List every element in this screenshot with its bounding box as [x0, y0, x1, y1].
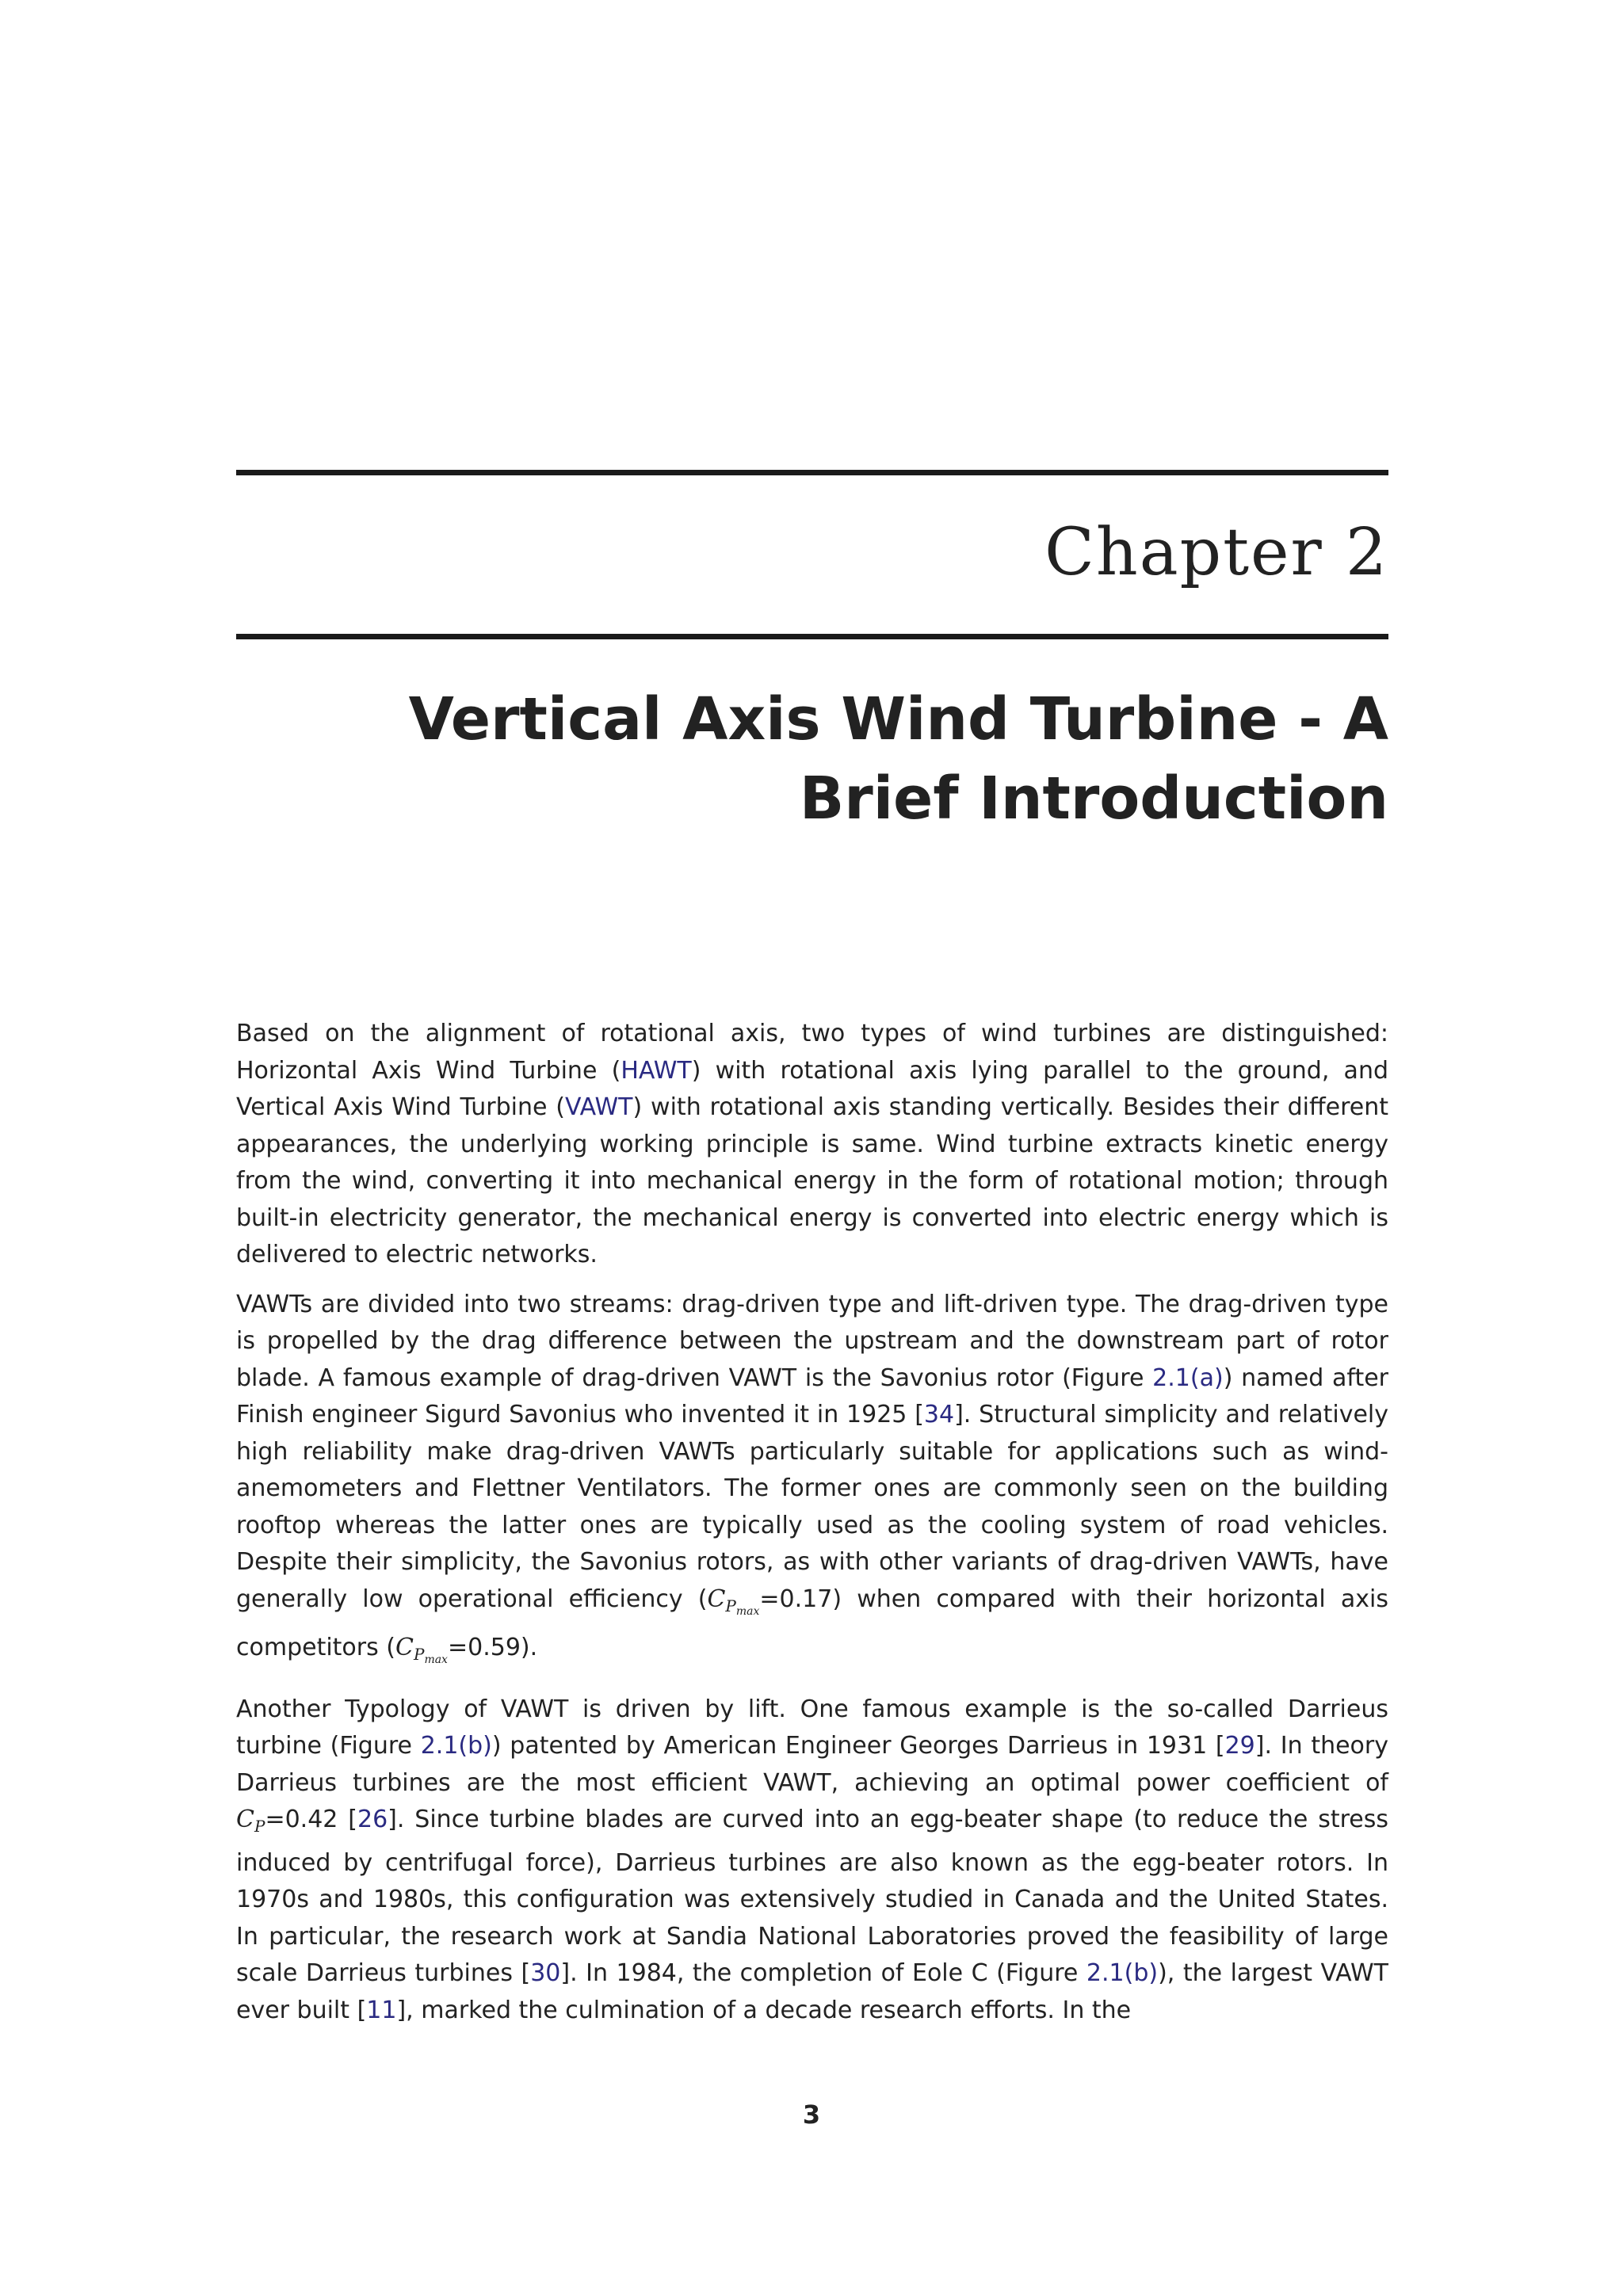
- acronym-link-vawt[interactable]: VAWT: [565, 1093, 633, 1121]
- paragraph-drag-driven: [236, 1287, 1388, 1679]
- text-span: ) with rotational axis standing vertically. Besides their different appearances, the underlying working principle is same. Wind turbine extracts kinetic energy from the wind, converting it into mechanical energy in the form of rotational motion; through built-in electricity generator, the mechanical energy is converted into electric energy which is delivered to electric networks.: [236, 1093, 1388, 1268]
- text-span: [: [338, 1806, 357, 1833]
- math-subscript-max: max: [424, 1653, 448, 1666]
- figure-link-2-1b[interactable]: 2.1(b): [420, 1732, 492, 1760]
- text-span: ) with rotational axis lying parallel to the ground, and Vertical Axis Wind Turbine (: [236, 1056, 1388, 1121]
- math-subscript: [725, 1596, 760, 1618]
- figure-link-2-1a[interactable]: 2.1(a): [1152, 1363, 1224, 1392]
- text-span: ), the largest VAWT ever built [: [236, 1959, 1388, 2024]
- math-cp-max: [395, 1634, 448, 1666]
- chapter-label: Chapter 2: [1044, 515, 1388, 590]
- citation-link-34[interactable]: 34: [923, 1401, 955, 1428]
- math-symbol: C: [707, 1585, 726, 1613]
- math-value: =0.42: [265, 1806, 338, 1833]
- text-span: ) patented by American Engineer Georges Darrieus in 1931 [: [491, 1732, 1225, 1760]
- math-subscript-max: max: [735, 1604, 760, 1618]
- paragraph-alignment: [236, 1016, 1388, 1274]
- text-span: ]. In 1984, the completion of Eole C (Figure: [560, 1959, 1086, 1987]
- text-span: ]. Since turbine blades are curved into an egg-beater shape (to reduce the stress induced by centrifugal force), Darrieus turbines are also known as the egg-beater rotors. In 1970s and 1980s, this configuration was extensively studied in Canada and the United States. In particular, the research work at Sandia National Laboratories proved the feasibility of large scale Darrieus turbines [: [236, 1806, 1388, 1987]
- math-value: =0.17: [759, 1585, 833, 1613]
- text-span: Another Typology of VAWT is driven by lift. One famous example is the so-called Darrieus turbine (Figure: [236, 1695, 1388, 1760]
- chapter-rule-top: [236, 470, 1388, 475]
- text-span: VAWTs are divided into two streams: drag-driven type and lift-driven type. The drag-driven type is propelled by the drag difference between the upstream and the downstream part of rotor blade. A famous example of drag-driven VAWT is the Savonius rotor (Figure: [236, 1290, 1388, 1392]
- text-span: ) when compared with their horizontal axis competitors (: [236, 1585, 1389, 1661]
- chapter-title: Vertical Axis Wind Turbine - A Brief Introduction: [408, 685, 1388, 833]
- figure-link-2-1b[interactable]: 2.1(b): [1086, 1959, 1159, 1987]
- citation-link-11[interactable]: 11: [366, 1996, 397, 2024]
- body-text: [236, 1016, 1388, 2042]
- text-span: ).: [520, 1634, 538, 1661]
- math-cp: [236, 1806, 265, 1836]
- math-symbol: C: [236, 1806, 254, 1833]
- text-span: ]. Structural simplicity and relatively high reliability make drag-driven VAWTs particularly suitable for applications such as wind-anemometers and Flettner Ventilators. The former ones are commonly seen on the building rooftop whereas the latter ones are typically used as the cooling system of road vehicles. Despite their simplicity, the Savonius rotors, as with other variants of drag-driven VAWTs, have generally low operational efficiency (: [236, 1401, 1389, 1613]
- citation-link-29[interactable]: 29: [1224, 1732, 1255, 1760]
- math-subscript-p: P: [725, 1596, 736, 1615]
- math-symbol: C: [395, 1634, 414, 1661]
- chapter-rule-bottom: [236, 634, 1388, 639]
- math-subscript-p: P: [413, 1645, 425, 1664]
- citation-link-26[interactable]: 26: [357, 1806, 388, 1833]
- math-cp-max: [707, 1585, 760, 1618]
- text-span: ]. In theory Darrieus turbines are the most efficient VAWT, achieving an optimal power coefficient of: [236, 1732, 1388, 1797]
- text-span: ], marked the culmination of a decade research efforts. In the: [396, 1996, 1132, 2024]
- math-subscript-p: P: [254, 1817, 265, 1836]
- paragraph-lift-driven: [236, 1691, 1388, 2030]
- math-subscript: [414, 1645, 448, 1664]
- citation-link-30[interactable]: 30: [530, 1959, 561, 1987]
- text-span: Based on the alignment of rotational axis, two types of wind turbines are distinguished: Horizontal Axis Wind Turbine (: [236, 1020, 1388, 1085]
- math-value: =0.59: [447, 1634, 521, 1661]
- acronym-link-hawt[interactable]: HAWT: [621, 1056, 692, 1085]
- text-span: ) named after Finish engineer Sigurd Savonius who invented it in 1925 [: [236, 1363, 1388, 1428]
- page-number: 3: [802, 2100, 821, 2130]
